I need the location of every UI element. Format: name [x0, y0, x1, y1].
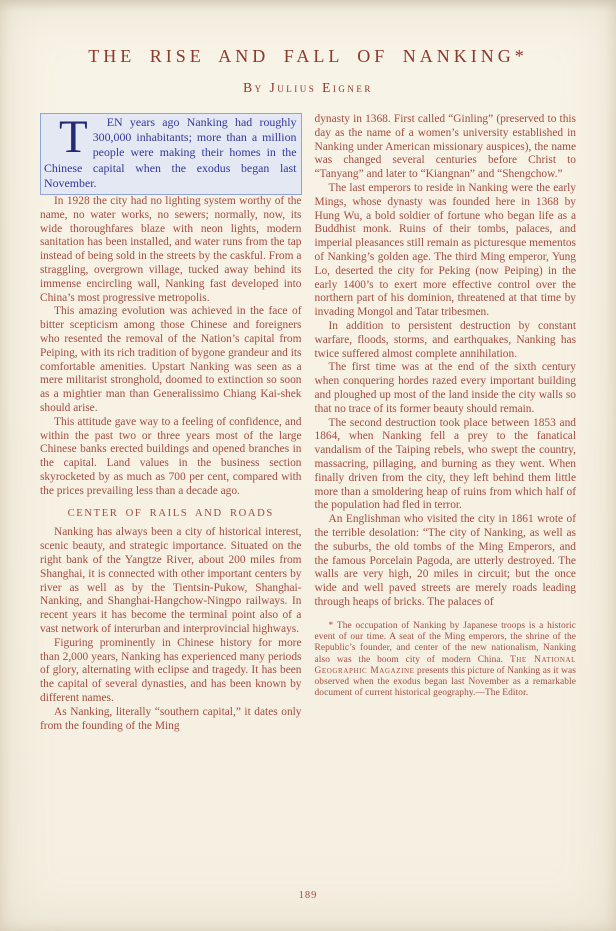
page-title: THE RISE AND FALL OF NANKING*: [88, 46, 528, 66]
body-paragraph: Nanking has always been a city of historical interest, scenic beauty, and strategic importance. Situated on the right bank of the Yangtze River, about 200 miles from Shanghai, it is connected with other important centers by river as well as by the Tientsin-Pukow, Shanghai-Nanking, and Shanghai-Hangchow-Ningpo railways. In recent years it has become the terminal point also of a vast network of interurban and interprovincial highways.: [40, 526, 302, 635]
body-paragraph: dynasty in 1368. First called “Ginling” (preserved to this day as the name of a women’s university established in Nanking under American missionary auspices), the name was changed several centuries before Christ to “Tanyang” and later to “Kiangnan” and “Shengchow.”: [314, 113, 576, 181]
body-paragraph: Figuring prominently in Chinese history for more than 2,000 years, Nanking has experienced many periods of glory, alternating with eclipse and tragedy. It has been the capital of several dynasties, and has been known by different names.: [40, 636, 302, 704]
body-paragraph: The first time was at the end of the sixth century when conquering hordes razed every important building and ploughed up most of the land inside the city walls so that no trace of its former beauty should remain.: [314, 361, 576, 415]
lead-paragraph-highlight: [40, 113, 302, 195]
footnote-marker: *: [328, 620, 337, 631]
body-paragraph: The last emperors to reside in Nanking were the early Mings, whose dynasty was founded here in 1368 by Hung Wu, a bold soldier of fortune who began life as a Buddhist monk. Ruins of their tombs, palaces, and imperial pleasances still remain as picturesque mementos of Nanking’s golden age. The third Ming emperor, Yung Lo, deserted the city for Peking (now Peiping) in the early 1400’s to exert more effective control over the northern part of his dominion, threatened at that time by invading Mongol and Tatar tribesmen.: [314, 181, 576, 319]
magazine-name: The National Geographic Magazine: [314, 654, 577, 676]
body-paragraph: As Nanking, literally “southern capital,” it dates only from the founding of the Ming: [40, 705, 302, 732]
body-paragraph: In addition to persistent destruction by constant warfare, floods, storms, and earthquakes, Nanking has twice suffered almost complete annihilation.: [314, 319, 576, 360]
article-body: [40, 113, 576, 733]
body-paragraph: An Englishman who visited the city in 1861 wrote of the terrible desolation: “The city of Nanking, as well as the suburbs, the old tombs of the Ming Emperors, and the famous Porcelain Pagoda, are utterly destroyed. The walls are very high, 20 miles in circuit; but the once wide and well paved streets are merely roads leading through heaps of bricks. The palaces of: [314, 513, 576, 608]
page-number: 189: [298, 890, 318, 901]
body-paragraph: The second destruction took place between 1853 and 1864, when Nanking fell a prey to the fanatical vandalism of the Taiping rebels, who swept the country, massacring, pillaging, and burning as they went. When finally driven from the city, they left behind them little more than a smoldering heap of ruins from which half of the population had fled in terror.: [314, 416, 576, 512]
lead-text: EN years ago Nanking had roughly 300,000 inhabitants; more than a million people were making their homes in the Chinese capital when the exodus began last November.: [44, 115, 297, 190]
body-paragraph: In 1928 the city had no lighting system worthy of the name, no water works, no sewers; normally, now, its wide thoroughfares blaze with neon lights, modern sanitation has been installed, and water runs from the tap instead of being sold in the streets by the caskful. From a straggling, overgrown village, tucked away behind its immense encircling wall, Nanking fast developed into China’s most progressive metropolis.: [40, 195, 302, 304]
footnote-text: The occupation of Nanking by Japanese troops is a historic event of our time. A seat of the Ming emperors, the shrine of the Republic’s founder, and center of the new nationalism, Nanking also was the boom city of modern China.: [314, 620, 577, 665]
byline: By Julius Eigner: [243, 80, 373, 95]
right-column: [315, 113, 577, 733]
left-column: [40, 113, 302, 733]
drop-cap: T: [59, 111, 88, 163]
footnote-text: presents this picture of Nanking as it was observed when the exodus began last November as a remarkable document of current historical geography.—The Editor.: [314, 665, 576, 699]
section-heading: CENTER OF RAILS AND ROADS: [67, 507, 274, 519]
body-paragraph: This attitude gave way to a feeling of confidence, and within the past two or three years most of the large Chinese banks erected buildings and opened branches in the capital. Land values in the business section skyrocketed by as much as 700 per cent, compared with the prices prevailing less than a decade ago.: [40, 415, 302, 497]
editor-footnote: [315, 621, 577, 700]
body-paragraph: This amazing evolution was achieved in the face of bitter scepticism among those Chinese and foreigners who resented the removal of the Nation’s capital from Peiping, with its rich tradition of bygone grandeur and its comfortable amenities. Upstart Nanking was seen as a mere militarist stronghold, doomed to extinction so soon as a mightier man than Generalissimo Chiang Kai-shek should arise.: [40, 305, 302, 414]
